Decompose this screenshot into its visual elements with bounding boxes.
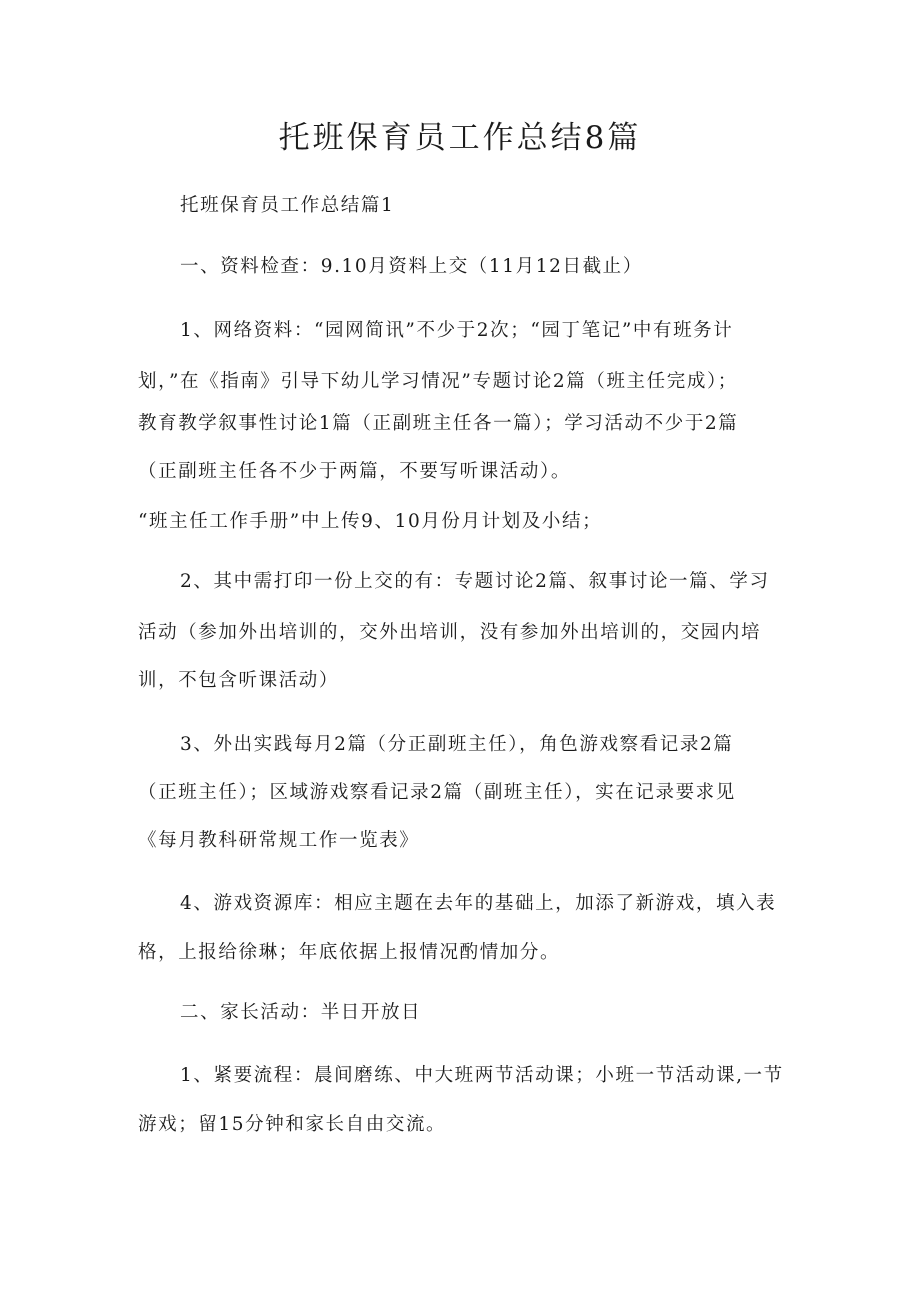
section-heading-materials-check: 一、资料检查：9.10月资料上交（11月12日截止） [180, 256, 643, 277]
document-title: 托班保育员工作总结8篇 [278, 120, 642, 156]
paragraph-line: 1、紧要流程：晨间磨练、中大班两节活动课；小班一节活动课,一节 [180, 1065, 784, 1086]
paragraph-line: 4、游戏资源库：相应主题在去年的基础上，加添了新游戏，填入表 [180, 893, 777, 914]
paragraph-line: （正班主任）；区域游戏察看记录2篇（副班主任），实在记录要求见 [138, 782, 736, 803]
paragraph-line: 训，不包含听课活动） [138, 670, 340, 691]
paragraph-line: 1、网络资料：“园网简讯”不少于2次；“园丁笔记”中有班务计 [180, 320, 734, 341]
paragraph-line: 教育教学叙事性讨论1篇（正副班主任各一篇）；学习活动不少于2篇 [138, 413, 739, 434]
paragraph-line: 3、外出实践每月2篇（分正副班主任），角色游戏察看记录2篇 [180, 734, 734, 755]
paragraph-line: 2、其中需打印一份上交的有：专题讨论2篇、叙事讨论一篇、学习 [180, 571, 770, 592]
paragraph-line: （正副班主任各不少于两篇，不要写听课活动）。 [138, 461, 571, 482]
paragraph-line: 《每月教科研常规工作一览表》 [138, 830, 420, 851]
paragraph-line: “班主任工作手册”中上传9、10月份月计划及小结； [138, 511, 603, 532]
section-heading-piece-1: 托班保育员工作总结篇1 [180, 195, 395, 216]
paragraph-line: 活动（参加外出培训的，交外出培训，没有参加外出培训的，交园内培 [138, 622, 762, 643]
paragraph-line: 格，上报给徐琳；年底依据上报情况酌情加分。 [138, 942, 561, 963]
paragraph-line: 游戏；留15分钟和家长自由交流。 [138, 1114, 447, 1135]
section-heading-parent-activity: 二、家长活动：半日开放日 [180, 1002, 422, 1023]
paragraph-line: 划，”在《指南》引导下幼儿学习情况”专题讨论2篇（班主任完成）； [138, 371, 738, 392]
